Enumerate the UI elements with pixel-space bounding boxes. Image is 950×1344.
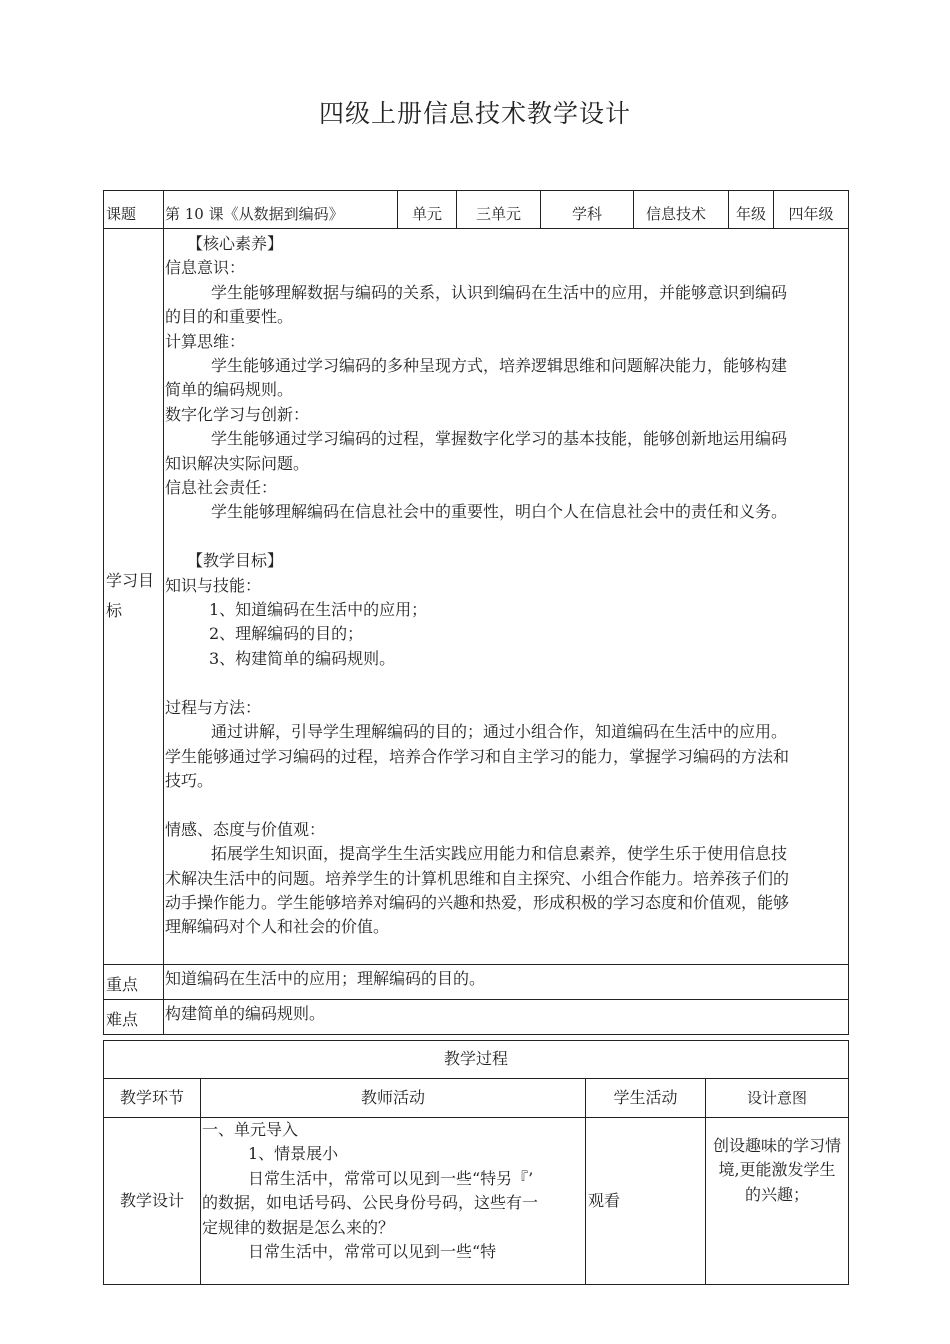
difficulty-label: 难点 bbox=[104, 999, 164, 1034]
teacher-line: 日常生活中，常常可以见到一些“特 bbox=[248, 1242, 497, 1262]
teacher-activity-cell bbox=[201, 1118, 586, 1285]
info-awareness-text: 的目的和重要性。 bbox=[165, 307, 294, 327]
core-heading: 【核心素养】 bbox=[187, 234, 284, 253]
process-heading: 过程与方法： bbox=[165, 697, 262, 717]
objectives-content bbox=[164, 229, 849, 965]
emotion-heading: 情感、态度与价值观： bbox=[165, 819, 326, 839]
difficulty-value: 构建简单的编码规则。 bbox=[164, 999, 849, 1034]
teacher-line: 的数据，如电话号码、公民身份号码，这些有一 bbox=[202, 1193, 539, 1213]
process-row bbox=[104, 1118, 849, 1285]
lesson-value: 第 10 课《从数据到编码》 bbox=[164, 191, 398, 229]
goal-heading: 【教学目标】 bbox=[187, 551, 284, 571]
unit-label: 单元 bbox=[398, 191, 457, 229]
objectives-row bbox=[104, 229, 849, 965]
social-text: 学生能够理解编码在信息社会中的重要性，明白个人在信息社会中的责任和义务。 bbox=[211, 502, 788, 522]
col-teacher: 教师活动 bbox=[201, 1079, 586, 1118]
stage-cell: 教学设计 bbox=[104, 1118, 201, 1285]
subject-label: 学科 bbox=[541, 191, 634, 229]
knowledge-heading: 知识与技能： bbox=[165, 575, 262, 595]
grade-value: 四年级 bbox=[774, 191, 849, 229]
subject-value: 信息技术 bbox=[634, 191, 729, 229]
digital-text: 知识解决实际问题。 bbox=[165, 453, 310, 473]
computational-text: 简单的编码规则。 bbox=[165, 380, 294, 400]
header-row bbox=[104, 191, 849, 229]
info-awareness-heading: 信息意识： bbox=[165, 258, 246, 278]
knowledge-item: 1、知道编码在生活中的应用； bbox=[209, 600, 428, 620]
teaching-process-table bbox=[103, 1040, 849, 1285]
grade-label: 年级 bbox=[729, 191, 774, 229]
student-activity-cell: 观看 bbox=[586, 1118, 706, 1285]
unit-value: 三单元 bbox=[457, 191, 541, 229]
process-column-headers bbox=[104, 1079, 849, 1118]
computational-text: 学生能够通过学习编码的多种呈现方式，培养逻辑思维和问题解决能力，能够构建 bbox=[211, 356, 788, 376]
teacher-line: 一、单元导入 bbox=[202, 1120, 299, 1139]
lesson-info-table bbox=[103, 190, 849, 1035]
objectives-label: 学习目标 bbox=[104, 229, 164, 965]
lesson-label: 课题 bbox=[104, 191, 164, 229]
digital-text: 学生能够通过学习编码的过程，掌握数字化学习的基本技能，能够创新地运用编码 bbox=[211, 429, 788, 449]
process-text: 通过讲解，引导学生理解编码的目的；通过小组合作，知道编码在生活中的应用。 bbox=[211, 722, 788, 742]
emotion-text: 理解编码对个人和社会的价值。 bbox=[165, 917, 390, 937]
col-stage: 教学环节 bbox=[104, 1079, 201, 1118]
teacher-line: 定规律的数据是怎么来的？ bbox=[202, 1217, 395, 1237]
process-title: 教学过程 bbox=[104, 1041, 849, 1079]
computational-heading: 计算思维： bbox=[165, 331, 246, 351]
social-heading: 信息社会责任： bbox=[165, 478, 278, 498]
digital-heading: 数字化学习与创新： bbox=[165, 404, 310, 424]
knowledge-item: 2、理解编码的目的； bbox=[209, 624, 364, 644]
info-awareness-text: 学生能够理解数据与编码的关系，认识到编码在生活中的应用，并能够意识到编码 bbox=[211, 282, 788, 302]
emotion-text: 术解决生活中的问题。培养学生的计算机思维和自主探究、小组合作能力。培养孩子们的 bbox=[165, 868, 790, 888]
process-text: 学生能够通过学习编码的过程，培养合作学习和自主学习的能力，掌握学习编码的方法和 bbox=[165, 746, 790, 766]
key-point-label: 重点 bbox=[104, 964, 164, 999]
emotion-text: 动手操作能力。学生能够培养对编码的兴趣和热爱，形成积极的学习态度和价值观，能够 bbox=[165, 892, 790, 912]
key-point-value: 知道编码在生活中的应用；理解编码的目的。 bbox=[164, 964, 849, 999]
knowledge-item: 3、构建简单的编码规则。 bbox=[209, 648, 396, 668]
col-intent: 设计意图 bbox=[706, 1079, 849, 1118]
teacher-line: 1、情景展小 bbox=[248, 1144, 339, 1164]
col-student: 学生活动 bbox=[586, 1079, 706, 1118]
teacher-line: 日常生活中，常常可以见到一些“特另『’ bbox=[248, 1168, 534, 1188]
difficulty-row bbox=[104, 999, 849, 1034]
process-text: 技巧。 bbox=[165, 770, 214, 790]
document-title: 四级上册信息技术教学设计 bbox=[318, 99, 631, 128]
key-point-row bbox=[104, 964, 849, 999]
emotion-text: 拓展学生知识面，提高学生生活实践应用能力和信息素养，使学生乐于使用信息技 bbox=[211, 844, 788, 864]
process-title-row bbox=[104, 1041, 849, 1079]
design-intent-cell: 创设趣味的学习情境,更能激发学生的兴趣； bbox=[706, 1118, 849, 1285]
